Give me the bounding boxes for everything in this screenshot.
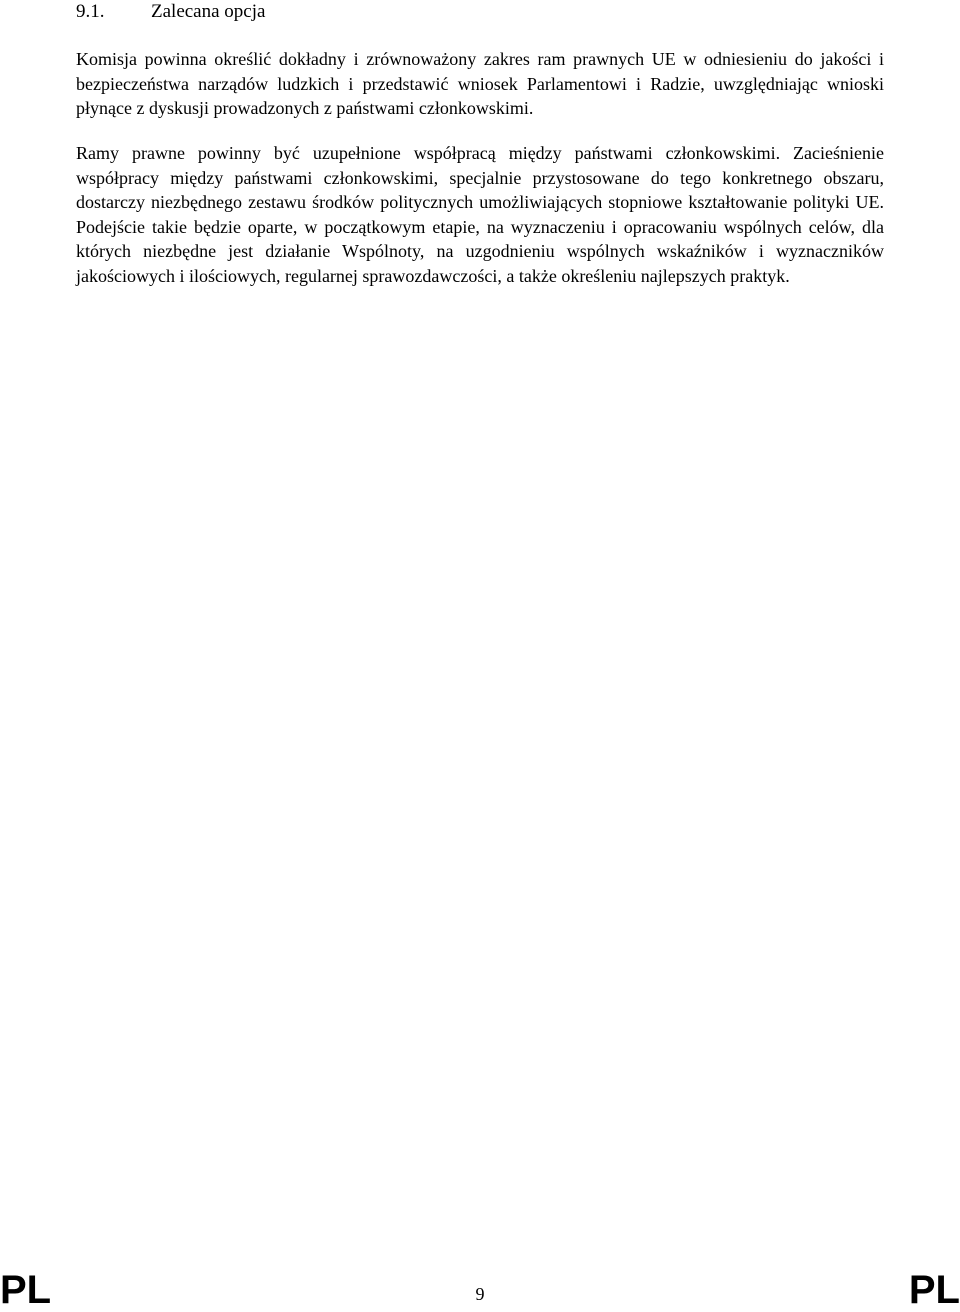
page-number: 9 xyxy=(475,1284,485,1304)
footer-language-right: PL xyxy=(908,1268,960,1312)
section-heading xyxy=(76,0,265,24)
footer-language-left: PL xyxy=(0,1268,52,1312)
paragraph-1: Komisja powinna określić dokładny i zrównoważony zakres ram prawnych UE w odniesieniu do jakości i bezpieczeństwa narządów ludzkich i przedstawić wniosek Parlamentowi i Radzie, uwzględniając wnioski płynące z dyskusji prowadzonych z państwami członkowskimi. xyxy=(76,49,884,118)
section-number: 9.1. xyxy=(76,1,105,22)
section-title: Zalecana opcja xyxy=(151,1,266,22)
paragraph-2: Ramy prawne powinny być uzupełnione współpracą między państwami członkowskimi. Zacieśnienie współpracy między państwami członkowskimi, specjalnie przystosowane do tego konkretnego obszaru, dostarczy niezbędnego zestawu środków politycznych umożliwiających stopniowe kształtowanie polityki UE. Podejście takie będzie oparte, w początkowym etapie, na wyznaczeniu i opracowaniu wspólnych celów, dla których niezbędne jest działanie Wspólnoty, na uzgodnieniu wspólnych wskaźników i wyznaczników jakościowych i ilościowych, regularnej sprawozdawczości, a także określeniu najlepszych praktyk. xyxy=(76,143,884,286)
